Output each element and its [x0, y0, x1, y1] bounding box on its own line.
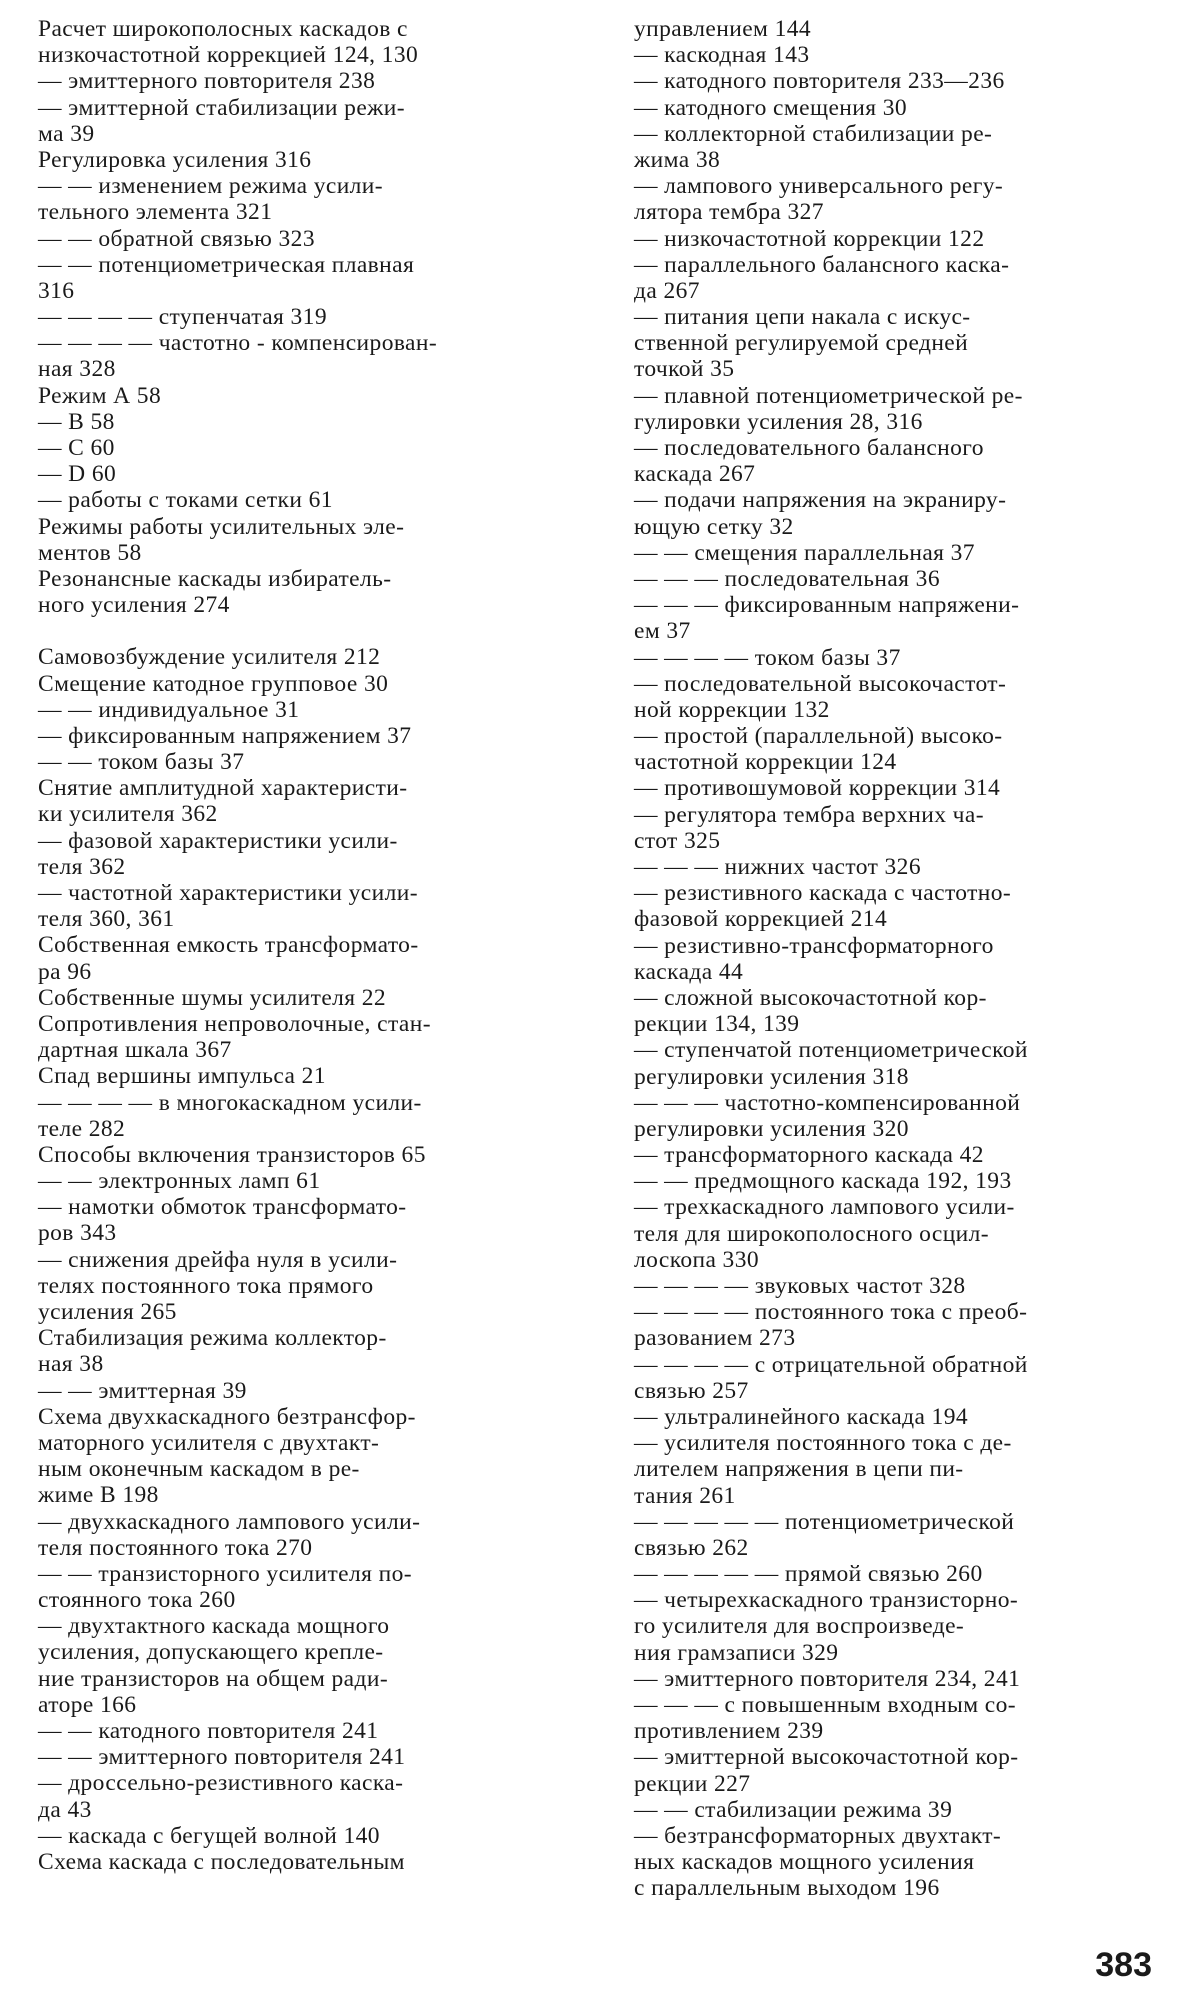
index-entry-line: — — — — — потенциометрической	[634, 1508, 1015, 1535]
index-entry-line: Схема каскада с последовательным	[38, 1848, 405, 1875]
index-entry-line: — намотки обмоток трансформато-	[38, 1194, 407, 1221]
index-entry-line: Смещение катодное групповое 30	[38, 670, 389, 697]
index-entry-line: ного усиления 274	[38, 592, 230, 619]
index-entry-line: ки усилителя 362	[38, 801, 218, 828]
index-entry-line: — — — — ступенчатая 319	[38, 304, 327, 331]
index-entry-line: — ультралинейного каскада 194	[634, 1403, 969, 1430]
index-entry-line: — последовательного балансного	[634, 435, 984, 461]
index-entry-line: — каскада с бегущей волной 140	[38, 1822, 380, 1849]
index-entry-line: — — электронных ламп 61	[38, 1168, 321, 1195]
index-entry-line: регулировки усиления 320	[634, 1115, 909, 1142]
index-entry-line: связью 257	[634, 1377, 749, 1404]
index-entry-line: — — — — звуковых частот 328	[634, 1273, 966, 1299]
index-entry-line: 316	[38, 277, 75, 304]
index-entry-line: стот 325	[634, 827, 721, 854]
index-entry-line: ная 38	[38, 1351, 104, 1378]
index-entry-line: — параллельного балансного каска-	[634, 251, 1010, 278]
index-entry-line: ние транзисторов на общем ради-	[38, 1665, 389, 1692]
index-entry-line: ем 37	[634, 618, 691, 645]
index-entry-line: управлением 144	[634, 16, 812, 42]
index-entry-line: — — катодного повторителя 241	[38, 1718, 379, 1744]
index-entry-line: — двухтактного каскада мощного	[38, 1613, 390, 1640]
index-entry-line: — — — фиксированным напряжени-	[634, 592, 1020, 619]
index-entry-line: — снижения дрейфа нуля в усили-	[38, 1246, 398, 1273]
index-entry-line: — — эмиттерная 39	[38, 1377, 247, 1404]
index-entry-line: — коллекторной стабилизации ре-	[634, 120, 993, 147]
index-entry-line: — D 60	[38, 461, 117, 488]
index-entry-line: низкочастотной коррекцией 124, 130	[38, 42, 419, 69]
index-entry-line: — катодного повторителя 233—236	[634, 68, 1005, 95]
index-entry-line: ментов 58	[38, 539, 142, 566]
index-entry-line: жиме В 198	[38, 1482, 159, 1509]
index-entry-line: — двухкаскадного лампового усили-	[38, 1508, 421, 1535]
index-entry-line: — фазовой характеристики усили-	[38, 827, 398, 854]
index-entry-line: теля 360, 361	[38, 906, 175, 933]
index-entry-line: Резонансные каскады избиратель-	[38, 565, 392, 592]
index-entry-line: — регулятора тембра верхних ча-	[634, 801, 984, 828]
index-entry-line: — — — с повышенным входным со-	[634, 1692, 1016, 1718]
index-entry-line: каскада 44	[634, 958, 744, 985]
index-entry-line: Самовозбуждение усилителя 212	[38, 644, 381, 671]
index-entry-line: каскада 267	[634, 461, 756, 488]
index-entry-line: — — обратной связью 323	[38, 225, 315, 252]
index-entry-line: противлением 239	[634, 1718, 824, 1745]
index-entry-line: — — смещения параллельная 37	[634, 539, 975, 566]
index-entry-line: — — — — постоянного тока с преоб-	[634, 1299, 1028, 1326]
index-entry-line: Стабилизация режима коллектор-	[38, 1325, 387, 1352]
index-entry-line: — усилителя постоянного тока с де-	[634, 1430, 1012, 1457]
index-entry-line: ная 328	[38, 356, 116, 383]
index-entry-line: дартная шкала 367	[38, 1037, 232, 1064]
index-entry-line: — — — нижних частот 326	[634, 854, 921, 880]
index-entry-line: усиления, допускающего крепле-	[38, 1639, 384, 1666]
index-entry-line: Спад вершины импульса 21	[38, 1063, 326, 1090]
index-entry-line: — — — последовательная 36	[634, 565, 940, 592]
index-entry-line: теле 282	[38, 1115, 126, 1142]
index-entry-line: — — потенциометрическая плавная	[38, 251, 415, 278]
index-entry-line: теля 362	[38, 853, 126, 880]
index-entry-line: — питания цепи накала с искус-	[634, 304, 971, 331]
index-entry-line: ния грамзаписи 329	[634, 1639, 839, 1666]
index-entry-line: — работы с токами сетки 61	[38, 487, 333, 514]
index-entry-line: — — — — частотно - компенсирован-	[38, 330, 438, 357]
index-entry-line: теля для широкополосного осцил-	[634, 1220, 990, 1247]
index-entry-line: связью 262	[634, 1534, 749, 1561]
index-entry-line: — резистивного каскада с частотно-	[634, 880, 1012, 907]
index-entry-line: — катодного смещения 30	[634, 94, 908, 121]
index-entry-line: маторного усилителя с двухтакт-	[38, 1429, 380, 1456]
index-entry-line: Расчет широкополосных каскадов с	[38, 16, 408, 42]
index-entry-line: — низкочастотной коррекции 122	[634, 225, 985, 252]
index-entry-line: — — транзисторного усилителя по-	[38, 1560, 412, 1587]
index-entry-line: рекции 134, 139	[634, 1011, 800, 1038]
index-entry-line: — лампового универсального регу-	[634, 173, 1004, 200]
index-entry-line: — противошумовой коррекции 314	[634, 775, 1001, 802]
index-entry-line: — плавной потенциометрической ре-	[634, 382, 1023, 409]
index-entry-line: гулировки усиления 28, 316	[634, 408, 923, 435]
index-entry-line: — эмиттерной высокочастотной кор-	[634, 1744, 1019, 1771]
index-entry-line: — подачи напряжения на экраниру-	[634, 487, 1007, 514]
index-entry-line: фазовой коррекцией 214	[634, 906, 888, 933]
page-number: 383	[1095, 1946, 1152, 1984]
index-entry-line: ным оконечным каскадом в ре-	[38, 1456, 360, 1483]
index-entry-line: — эмиттерного повторителя 234, 241	[634, 1665, 1021, 1692]
section-gap	[38, 618, 548, 644]
index-entry-line: ра 96	[38, 958, 92, 985]
index-entry-line: — резистивно-трансформаторного	[634, 932, 994, 959]
index-entry-line: да 43	[38, 1796, 92, 1823]
index-entry-line: — частотной характеристики усили-	[38, 880, 418, 906]
index-entry-line: лоскопа 330	[634, 1246, 759, 1273]
index-entry-line: — простой (параллельной) высоко-	[634, 723, 1003, 750]
index-entry-line: — эмиттерного повторителя 238	[38, 68, 376, 95]
index-entry-line: ной коррекции 132	[634, 696, 830, 723]
index-entry-line: Собственные шумы усилителя 22	[38, 984, 387, 1011]
index-entry-line: лятора тембра 327	[634, 199, 824, 226]
index-entry-line: частотной коррекции 124	[634, 749, 897, 776]
index-entry-line: тельного элемента 321	[38, 199, 273, 226]
index-entry-line: лителем напряжения в цепи пи-	[634, 1456, 964, 1483]
index-entry-line: — дроссельно-резистивного каска-	[38, 1770, 404, 1797]
index-entry-line: жима 38	[634, 146, 721, 173]
index-entry-line: — В 58	[38, 408, 115, 435]
index-entry-line: го усилителя для воспроизведе-	[634, 1613, 965, 1640]
index-entry-line: Собственная емкость трансформато-	[38, 932, 419, 959]
index-entry-line: Снятие амплитудной характеристи-	[38, 775, 408, 802]
index-entry-line: Режим А 58	[38, 382, 162, 409]
index-entry-line: усиления 265	[38, 1299, 177, 1325]
index-entry-line: — последовательной высокочастот-	[634, 670, 1007, 697]
index-entry-line: Регулировка усиления 316	[38, 146, 312, 173]
index-entry-line: — — индивидуальное 31	[38, 696, 300, 723]
index-entry-line: телях постоянного тока прямого	[38, 1272, 374, 1299]
index-entry-line: — — — — — прямой связью 260	[634, 1561, 983, 1588]
index-entry-line: — — — частотно-компенсированной	[634, 1089, 1021, 1116]
index-entry-line: с параллельным выходом 196	[634, 1875, 940, 1902]
index-entry-line: ющую сетку 32	[634, 513, 794, 540]
index-entry-line: регулировки усиления 318	[634, 1063, 909, 1090]
index-entry-line: — — эмиттерного повторителя 241	[38, 1744, 406, 1771]
index-entry-line: — — предмощного каскада 192, 193	[634, 1168, 1012, 1195]
index-entry-line: — каскодная 143	[634, 42, 810, 69]
index-entry-line: да 267	[634, 277, 700, 304]
index-entry-line: — — изменением режима усили-	[38, 173, 384, 200]
index-entry-line: Сопротивления непроволочные, стан-	[38, 1010, 431, 1037]
index-entry-line: — четырехкаскадного транзисторно-	[634, 1587, 1019, 1614]
index-entry-line: — — — — в многокаскадном усили-	[38, 1089, 422, 1116]
index-entry-line: аторе 166	[38, 1691, 137, 1718]
index-entry-line: ров 343	[38, 1220, 117, 1247]
index-entry-line: рекции 227	[634, 1770, 751, 1797]
index-entry-line: ных каскадов мощного усиления	[634, 1849, 975, 1876]
index-entry-line: разованием 273	[634, 1325, 796, 1352]
index-entry-line: стоянного тока 260	[38, 1587, 236, 1614]
index-entry-line: — безтрансформаторных двухтакт-	[634, 1822, 1002, 1849]
index-entry-line: ма 39	[38, 120, 95, 147]
index-entry-line: теля постоянного тока 270	[38, 1534, 313, 1561]
index-entry-line: — эмиттерной стабилизации режи-	[38, 94, 405, 121]
index-entry-line: — ступенчатой потенциометрической	[634, 1037, 1028, 1064]
index-entry-line: — трехкаскадного лампового усили-	[634, 1194, 1015, 1221]
index-entry-line: — трансформаторного каскада 42	[634, 1142, 984, 1169]
index-entry-line: — фиксированным напряжением 37	[38, 722, 412, 749]
index-entry-line: — С 60	[38, 435, 115, 461]
index-entry-line: Схема двухкаскадного безтрансфор-	[38, 1403, 416, 1430]
index-entry-line: Способы включения транзисторов 65	[38, 1141, 426, 1168]
index-column-left	[38, 16, 548, 1875]
index-entry-line: точкой 35	[634, 356, 735, 383]
index-entry-line: Режимы работы усилительных эле-	[38, 513, 405, 540]
index-entry-line: — — током базы 37	[38, 749, 245, 776]
index-column-right	[634, 16, 1150, 1902]
index-entry-line: — — — — током базы 37	[634, 644, 901, 671]
index-entry-line: — — — — с отрицательной обратной	[634, 1351, 1028, 1378]
index-entry-line: — — стабилизации режима 39	[634, 1796, 953, 1823]
index-entry-line: — сложной высокочастотной кор-	[634, 984, 987, 1011]
index-entry-line: тания 261	[634, 1482, 736, 1509]
index-entry-line: ственной регулируемой средней	[634, 330, 969, 357]
